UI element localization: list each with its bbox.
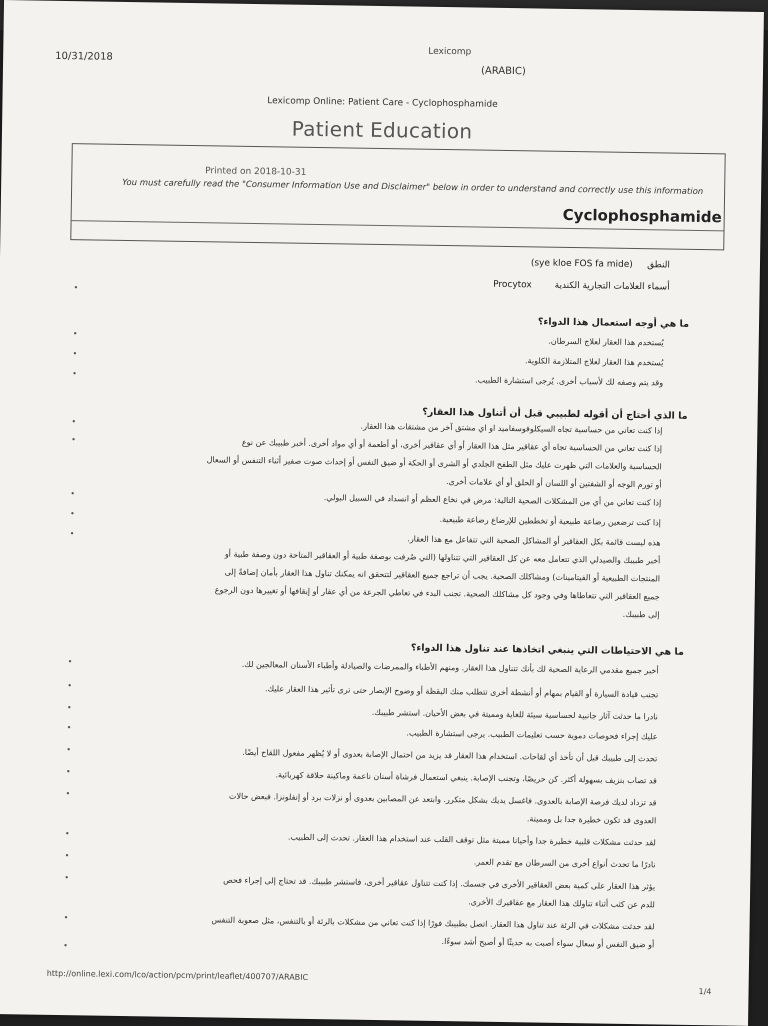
pronunciation-row: [531, 258, 670, 270]
list-item: أخبر جميع مقدمي الرعاية الصحية لك بأنك تتناول هذا العقار. ومنهم الأطباء والممرضات والصيادلة وأطباء الأسنان المعالجين لك.: [241, 659, 659, 676]
footer-url: http://online.lexi.com/lco/action/pcm/print/leaflet/400707/ARABIC: [46, 968, 309, 982]
list-item: عليك إجراء فحوصات دموية حسب تعليمات الطبيب. يرجى استشارة الطبيب.: [406, 728, 658, 742]
bullet-icon: •: [63, 913, 69, 923]
list-item: لقد حدثت مشكلات في الرئة عند تناول هذا العقار. اتصل بطبيبك فورًا إذا كنت تعاني من مشكلات بالرئة أو بالتنفس، مثل صعوبة التنفس: [211, 915, 655, 932]
list-item: تجنب قيادة السيارة أو القيام بمهام أو أنشطة أخرى تتطلب منك اليقظة أو وضوح الإبصار حتى ترى تأثير هذا العقار عليك.: [264, 684, 659, 700]
print-date: 10/31/2018: [55, 50, 113, 63]
bullet-icon: •: [66, 745, 72, 755]
list-item: يؤثر هذا العقار على كمية بعض العقاقير الأخرى في جسمك. إذا كنت تتناول عقاقير أخرى، فاستشر طبيبك. قد تحتاج إلى إجراء فحص: [223, 875, 656, 892]
list-item: أو تورم الوجه أو الشفتين أو اللسان أو الحلق أو أي علامات أخرى.: [445, 477, 662, 490]
list-item: إلى طبيبك.: [622, 609, 660, 620]
list-item: إذا كنت تعاني من حساسية تجاه السيكلوفوسفاميد او اي مشتق آخر من مشتقات هذا العقار.: [360, 421, 663, 436]
bullet-icon: •: [64, 851, 70, 861]
header-language: (ARABIC): [480, 65, 526, 78]
bullet-icon: •: [70, 489, 76, 499]
bullet-icon: •: [72, 349, 78, 359]
bullet-icon: •: [69, 509, 75, 519]
brand-names-value: Procytox: [493, 279, 532, 291]
list-item: إذا كنت ترضعين رضاعة طبيعية أو تخططين للإرضاع رضاعة طبيعية.: [439, 514, 661, 528]
list-item: للدم عن كثب أثناء تناولك هذا العقار مع عقاقيرك الأخرى.: [468, 897, 655, 910]
list-item: نادرًا ما تحدث أنواع أخرى من السرطان مع تقدم العمر.: [473, 857, 656, 870]
bullet-icon: •: [66, 723, 72, 733]
pronunciation-value: (sye kloe FOS fa mide): [530, 258, 633, 270]
section-heading-uses: ما هي أوجه استعمال هذا الدواء؟: [537, 316, 690, 330]
bullet-icon: •: [69, 529, 75, 539]
list-item: تحدث إلى طبيبك قبل أن تأخذ أي لقاحات. استخدام هذا العقار قد يزيد من احتمال الإصابة بعدوى أو لا يُظهر مفعول اللقاح أيضًا.: [242, 747, 658, 764]
bullet-icon: •: [65, 789, 71, 799]
bullet-icon: •: [71, 435, 76, 445]
list-item: العدوى قد تكون خطيرة جدا بل ومميتة.: [526, 814, 657, 826]
list-item: وقد يتم وصفه لك لأسباب أخرى. يُرجى استشارة الطبيب.: [474, 375, 664, 388]
page-number: 1/4: [698, 987, 712, 997]
section-heading-precautions: ما هي الاحتياطات التي ينبغي اتخاذها عند تناول هذا الدواء؟: [410, 642, 684, 658]
list-item: هذه ليست قائمة بكل العقاقير أو المشاكل الصحية التي تتفاعل مع هذا العقار.: [407, 534, 661, 548]
list-item: المنتجات الطبيعية أو الفيتامينات) ومشاكلك الصحية. يجب أن تراجع جميع العقاقير لتتحقق انه يمكنك تناول هذا العقار بأمان إضافةً إلى: [224, 567, 661, 584]
bullet-icon: •: [67, 681, 73, 691]
bullet-icon: •: [64, 829, 70, 839]
bullet-icon: •: [65, 767, 71, 777]
info-box: [70, 143, 725, 250]
list-item: نادرا ما حدثت آثار جانبية لحساسية سيئة للغاية ومميتة في بعض الأحيان. استشر طبيبك.: [371, 707, 658, 722]
bullet-icon: •: [72, 369, 77, 379]
list-item: أو ضيق النفس أو سعال سواء أصبت به حديثًا أو أصبح أشد سوءًا.: [441, 937, 655, 950]
bullet-icon: •: [72, 329, 78, 339]
list-item: أخبر طبيبك والصيدلي الذي تتعامل معه عن كل العقاقير التي تتناولها (التي صُرفت بوصفة طبية أو العقاقير المتاحة دون وصفة طبية أو: [224, 549, 661, 566]
list-item: قد تزداد لديك فرصة الإصابة بالعدوى. فاغسل يديك بشكل متكرر. وابتعد عن المصابين بعدوى أو نزلات برد أو إنفلونزا. فبعض حالات: [228, 791, 657, 808]
list-item: يُستخدم هذا العقار لعلاج المتلازمة الكلوية.: [524, 356, 664, 368]
bullet-icon: •: [73, 283, 79, 293]
bullet-icon: •: [63, 941, 68, 951]
brand-names-label: أسماء العلامات التجارية الكندية: [554, 280, 670, 293]
drug-name: Cyclophosphamide: [562, 205, 722, 227]
printed-on: Printed on 2018-10-31: [205, 166, 307, 178]
list-item: إذا كنت تعاني من أي من المشكلات الصحية التالية: مرض في نخاع العظم أو انسداد في السبيل البولي.: [323, 493, 662, 508]
bullet-icon: •: [66, 703, 72, 713]
bullet-icon: •: [71, 417, 77, 427]
list-item: لقد حدثت مشكلات قلبية خطيرة جدا وأحيانا مميتة مثل توقف القلب عند استخدام هذا العقار. تحدث إلى الطبيب.: [287, 832, 656, 848]
disclaimer-notice: You must carefully read the "Consumer Information Use and Disclaimer" below in order to understand and correctly use this information: [122, 177, 704, 198]
page-title: Patient Education: [291, 116, 473, 144]
bullet-icon: •: [64, 873, 70, 883]
pronunciation-label: النطق: [647, 260, 671, 271]
list-item: قد تصاب بنزيف بسهولة أكثر. كن حريصًا، وتجنب الإصابة. ينبغي استعمال فرشاة أسنان ناعمة وماكينة حلاقة كهربائية.: [275, 770, 657, 786]
brand-names-row: [493, 280, 670, 293]
list-item: جميع العقاقير التي تتعاطاها وفي وجود كل مشاكلك الصحية. تجنب البدء في تعاطي الجرعة من أي عقار أو إيقافها أو تغييرها دون الرجوع: [214, 585, 660, 602]
bullet-icon: •: [67, 657, 73, 667]
header-brand: Lexicomp: [428, 46, 472, 58]
list-item: الحساسية والعلامات التي ظهرت عليك مثل الطفح الجلدي أو الشرى أو الحكة أو ضيق النفس أو إحداث صوت صفير أثناء التنفس أو السعال: [206, 455, 662, 472]
document-title: Lexicomp Online: Patient Care - Cyclophosphamide: [267, 96, 498, 110]
list-item: يُستخدم هذا العقار لعلاج السرطان.: [548, 336, 664, 348]
section-heading-before-taking: ما الذي أحتاج أن أقوله لطبيبي قبل أن أتناول هذا العقار؟: [422, 406, 688, 422]
list-item: إذا كنت تعاني من الحساسية تجاه أي عقاقير مثل هذا العقار أو أي عقاقير أخرى، أو أطعمة أو أي مواد أخرى. أخبر طبيبك عن نوع: [241, 437, 663, 454]
